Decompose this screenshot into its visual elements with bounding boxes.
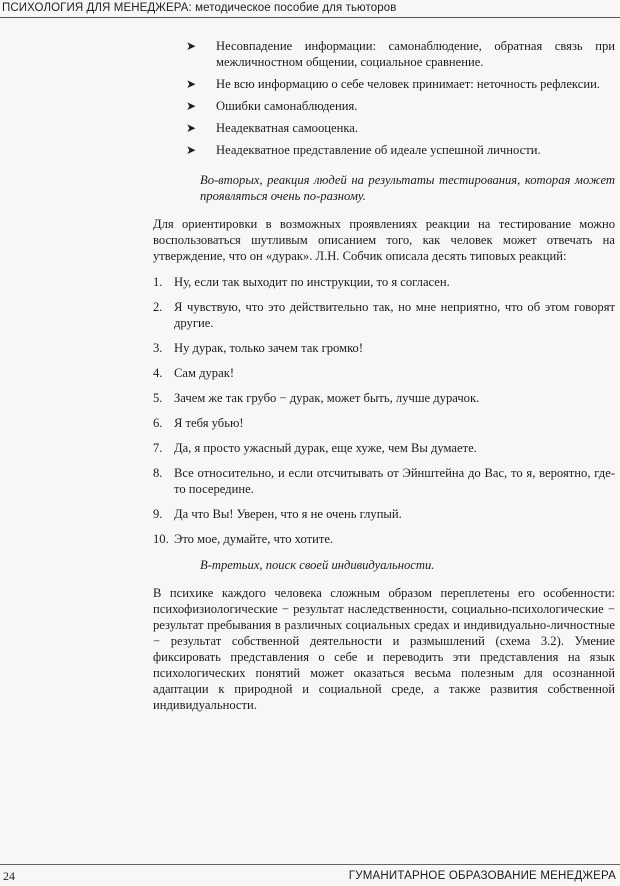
list-item: ➤ Не всю информацию о себе человек принимает: неточность рефлексии. [186,77,600,91]
list-item: 9. Да что Вы! Уверен, что я не очень глупый. [153,507,402,521]
bullet-list [153,38,615,158]
list-item: 2. Я чувствую, что это действительно так, но мне неприятно, что об этом говорят другие. [153,300,615,330]
list-item: 6. Я тебя убью! [153,416,244,430]
header-rule [0,17,620,18]
subheading-third: В-третьих, поиск своей индивидуальности. [200,558,435,572]
list-item: ➤ Неадекватное представление об идеале успешной личности. [186,143,541,157]
arrowhead-bullet-icon: ➤ [186,143,197,157]
list-item: 1. Ну, если так выходит по инструкции, то я согласен. [153,275,450,289]
list-item: ➤ Ошибки самонаблюдения. [186,99,358,113]
list-item: 10. Это мое, думайте, что хотите. [153,532,334,546]
list-item: 8. Все относительно, и если отсчитывать от Эйнштейна до Вас, то я, вероятно, где-то посередине. [153,466,615,496]
list-item: ➤ Неадекватная самооценка. [186,121,358,135]
footer-rule [0,864,620,865]
page-body [153,38,615,713]
subheading-second: Во-вторых, реакция людей на результаты тестирования, которая может проявляться очень по-разному. [200,173,615,203]
footer-title: ГУМАНИТАРНОЕ ОБРАЗОВАНИЕ МЕНЕДЖЕРА [348,870,616,882]
running-header [0,0,620,18]
arrowhead-bullet-icon: ➤ [186,121,197,135]
page-number: 24 [3,869,15,883]
running-title: ПСИХОЛОГИЯ ДЛЯ МЕНЕДЖЕРА: методическое пособие для тьюторов [2,2,397,14]
intro-paragraph: Для ориентировки в возможных проявлениях реакции на тестирование можно воспользоваться шутливым описанием того, как человек может отвечать на утверждение, что он «дурак». Л.Н. Собчик описала десять типовых реакций: [153,217,615,263]
list-item: 5. Зачем же так грубо − дурак, может быть, лучше дурачок. [153,391,480,405]
arrowhead-bullet-icon: ➤ [186,39,197,53]
arrowhead-bullet-icon: ➤ [186,77,197,91]
list-item: ➤ Несовпадение информации: самонаблюдение, обратная связь при межличностном общении, социальное сравнение. [186,39,615,69]
closing-paragraph: В психике каждого человека сложным образом переплетены его особенности: психофизиологические − результат наследственности, социально-психологические − результат пребывания в различных социальных средах и индивидуально-личностные − результат собственной деятельности и размышлений (схема 3.2). Умение фиксировать представления о себе и переводить эти представления на язык психологических понятий может оказаться весьма полезным для осознанной адаптации к природной и социальной среде, а также развития собственной индивидуальности. [153,586,615,712]
list-item: 4. Сам дурак! [153,366,235,380]
list-item: 7. Да, я просто ужасный дурак, еще хуже, чем Вы думаете. [153,441,477,455]
running-footer [0,862,620,886]
list-item: 3. Ну дурак, только зачем так громко! [153,341,364,355]
reaction-list [153,274,615,547]
arrowhead-bullet-icon: ➤ [186,99,197,113]
